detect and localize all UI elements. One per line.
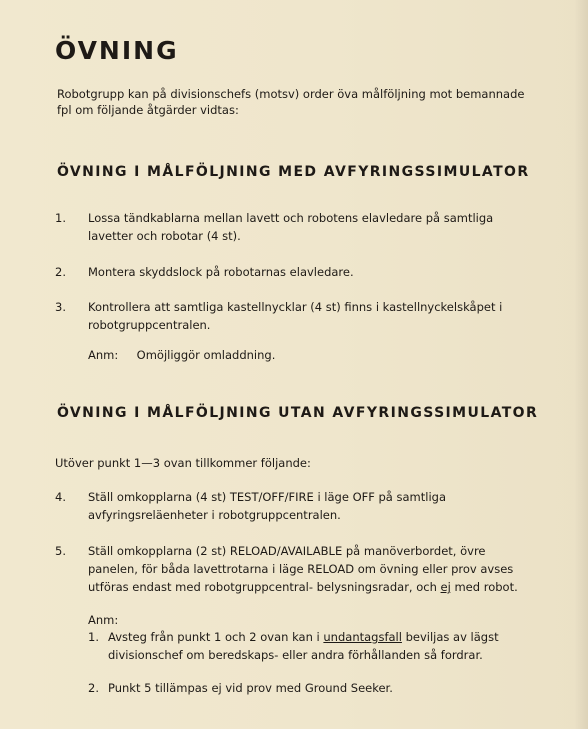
list-item-number: 3.: [55, 300, 66, 314]
page-title: ÖVNING: [55, 36, 179, 65]
section2-intro: Utöver punkt 1—3 ovan tillkommer följande:: [55, 456, 311, 470]
text-segment: Ställ omkopplarna (2 st) RELOAD/AVAILABLE på manöverbordet, övre panelen, för båda lavettrotarna i läge RELOAD om övning eller prov avses utföras endast med robotgruppcentral- belysningsradar, och: [88, 544, 514, 594]
note-item-text: Punkt 5 tillämpas ej vid prov med Ground Seeker.: [108, 681, 393, 695]
note-item-2: [88, 679, 518, 697]
list-item-text: Ställ omkopplarna (4 st) TEST/OFF/FIRE i läge OFF på samtliga avfyringsreläenheter i robotgruppcentralen.: [88, 490, 446, 522]
list-item-text: Kontrollera att samtliga kastellnycklar (4 st) finns i kastellnyckelskåpet i robotgruppcentralen.: [88, 300, 503, 332]
note-item-text: [108, 628, 518, 664]
note-text: Omöjliggör omladdning.: [136, 348, 276, 362]
list-item-number: 5.: [55, 544, 66, 558]
list-item-5: [55, 542, 525, 596]
list-item-2: [55, 263, 525, 281]
text-segment: med robot.: [450, 580, 518, 594]
list-item-number: 1.: [55, 211, 66, 225]
list-item-text: Montera skyddslock på robotarnas elavledare.: [88, 265, 354, 279]
list-item-number: 4.: [55, 490, 66, 504]
list-item-4: [55, 488, 525, 524]
note-item-number: 1.: [88, 630, 99, 644]
text-segment: beviljas av lägst divisionschef om beredskaps- eller andra förhållanden så fordrar.: [108, 630, 499, 662]
note-label: Anm:: [88, 348, 119, 362]
list-item-text: Lossa tändkablarna mellan lavett och robotens elavledare på samtliga lavetter och robotar (4 st).: [88, 211, 494, 243]
note-item-1: [88, 628, 518, 664]
list-item-1: [55, 209, 525, 245]
list-item-text: [88, 542, 525, 596]
list-item-number: 2.: [55, 265, 66, 279]
text-segment: Avsteg från punkt 1 och 2 ovan kan i: [108, 630, 324, 644]
underlined-text: undantagsfall: [323, 630, 402, 644]
page-edge-shadow: [574, 0, 588, 729]
list-item-3: [55, 298, 525, 334]
section2-note-label: Anm:: [88, 613, 119, 627]
section2-heading: ÖVNING I MÅLFÖLJNING UTAN AVFYRINGSSIMULATOR: [57, 405, 539, 421]
underlined-text: ej: [440, 580, 451, 594]
note-item-number: 2.: [88, 681, 99, 695]
intro-paragraph: Robotgrupp kan på divisionschefs (motsv) order öva målföljning mot bemannade fpl om följande åtgärder vidtas:: [57, 87, 525, 117]
section1-note: [88, 347, 275, 363]
section1-heading: ÖVNING I MÅLFÖLJNING MED AVFYRINGSSIMULATOR: [57, 164, 530, 180]
